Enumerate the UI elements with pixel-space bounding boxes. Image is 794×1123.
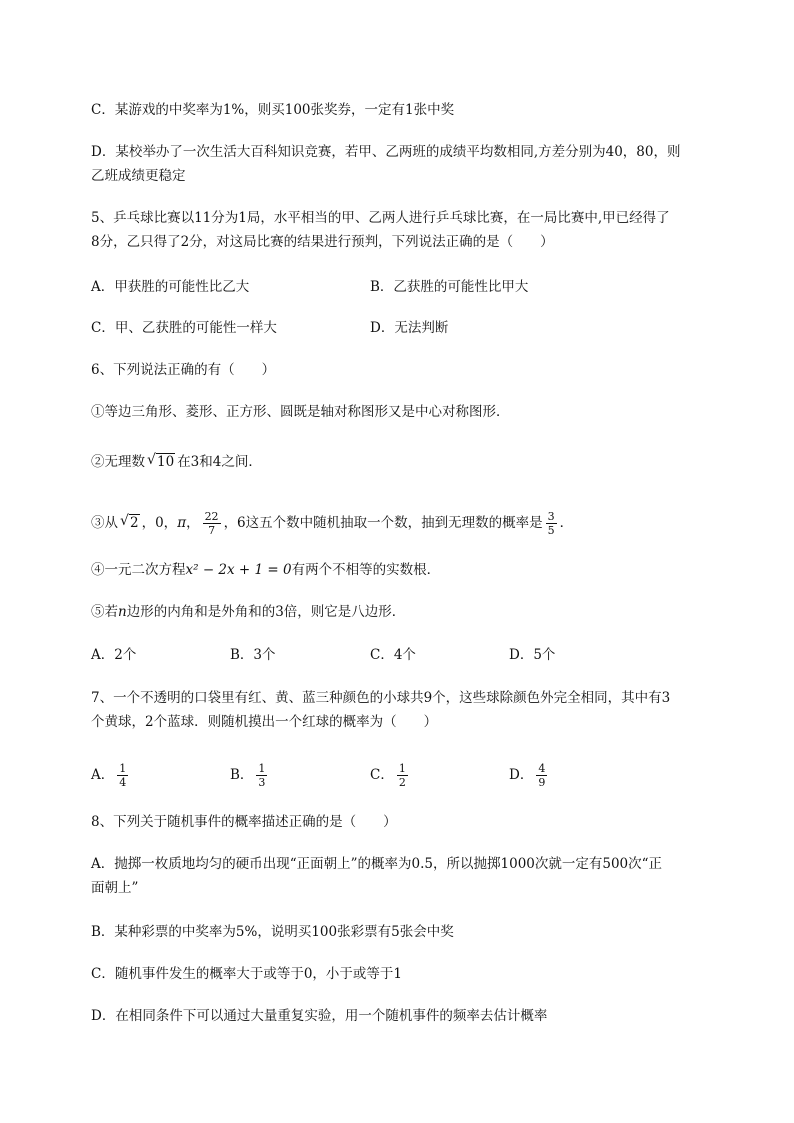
denominator: 2 bbox=[398, 776, 406, 789]
sqrt-2 bbox=[120, 513, 140, 533]
q6-option-b: B．3个 bbox=[230, 647, 276, 663]
q8-option-c: C．随机事件发生的概率大于或等于0，小于或等于1 bbox=[91, 966, 403, 982]
q6-s3-mid2: ， bbox=[186, 515, 200, 531]
q8-stem: 8、下列关于随机事件的概率描述正确的是（ ） bbox=[91, 814, 397, 830]
q8-option-a-line1: A．抛掷一枚质地均匀的硬币出现“正面朝上”的概率为0.5，所以抛掷1000次就一定有500次“正 bbox=[91, 856, 663, 872]
q6-s4-prefix: ④一元二次方程 bbox=[91, 562, 186, 578]
q8-option-a-line2: 面朝上” bbox=[91, 880, 139, 896]
denominator: 3 bbox=[258, 776, 266, 789]
q4-option-c: C．某游戏的中奖率为1%，则买100张奖券，一定有1张中奖 bbox=[91, 102, 455, 118]
radical-sign: √ bbox=[120, 513, 129, 529]
q6-s2-prefix: ②无理数 bbox=[91, 454, 145, 470]
q4-option-d-line1: D．某校举办了一次生活大百科知识竞赛，若甲、乙两班的成绩平均数相同,方差分别为40，80，则 bbox=[91, 144, 681, 160]
denominator: 9 bbox=[538, 776, 546, 789]
q6-statement-1: ①等边三角形、菱形、正方形、圆既是轴对称图形又是中心对称图形． bbox=[91, 404, 510, 420]
q5-stem-line1: 5、乒乓球比赛以11分为1局，水平相当的甲、乙两人进行乒乓球比赛，在一局比赛中,甲已经得了 bbox=[91, 210, 670, 226]
fraction-1-2 bbox=[397, 762, 408, 789]
q6-option-c: C．4个 bbox=[370, 647, 416, 663]
fraction-1-3 bbox=[256, 762, 267, 789]
q6-option-d: D．5个 bbox=[509, 647, 556, 663]
numerator: 1 bbox=[398, 762, 406, 775]
q6-s4-suffix: 有两个不相等的实数根． bbox=[291, 562, 441, 578]
radicand: 10 bbox=[157, 454, 175, 470]
q6-statement-5 bbox=[91, 602, 731, 622]
radical-sign: √ bbox=[147, 452, 156, 468]
fraction-22-7 bbox=[203, 510, 221, 537]
q5-option-d: D．无法判断 bbox=[370, 320, 449, 336]
option-label: B． bbox=[230, 767, 254, 783]
q7-stem-line2: 个黄球，2个蓝球．则随机摸出一个红球的概率为（ ） bbox=[91, 714, 438, 730]
q6-s3-mid1: ，0， bbox=[141, 515, 178, 531]
numerator: 1 bbox=[258, 762, 266, 775]
fraction-1-4 bbox=[117, 762, 128, 789]
fraction-3-5 bbox=[546, 510, 557, 537]
q6-statement-3 bbox=[91, 510, 731, 537]
q5-stem-line2: 8分，乙只得了2分，对这局比赛的结果进行预判，下列说法正确的是（ ） bbox=[91, 234, 554, 250]
numerator: 22 bbox=[204, 510, 219, 523]
q6-s5-prefix: ⑤若 bbox=[91, 604, 118, 620]
radicand: 2 bbox=[130, 515, 139, 531]
q6-s3-mid3: ，6这五个数中随机抽取一个数，抽到无理数的概率是 bbox=[223, 515, 543, 531]
q5-option-c: C．甲、乙获胜的可能性一样大 bbox=[91, 320, 277, 336]
quadratic-equation: x² − 2x + 1 = 0 bbox=[185, 562, 292, 578]
q6-s3-prefix: ③从 bbox=[91, 515, 118, 531]
sqrt-10 bbox=[147, 452, 175, 472]
q6-s5-suffix: 边形的内角和是外角和的3倍，则它是八边形． bbox=[126, 604, 406, 620]
numerator: 3 bbox=[547, 510, 555, 523]
pi-symbol: π bbox=[177, 515, 187, 531]
q6-statement-4 bbox=[91, 560, 731, 580]
q4-option-d-line2: 乙班成绩更稳定 bbox=[91, 168, 186, 184]
q5-option-b: B．乙获胜的可能性比甲大 bbox=[370, 279, 529, 295]
q6-statement-2 bbox=[91, 452, 731, 472]
fraction-4-9 bbox=[536, 762, 547, 789]
q7-option-b bbox=[230, 762, 270, 789]
option-label: A． bbox=[91, 767, 115, 783]
denominator: 7 bbox=[208, 524, 216, 537]
q6-s2-suffix: 在3和4之间． bbox=[177, 454, 262, 470]
denominator: 5 bbox=[547, 524, 555, 537]
q7-option-a bbox=[91, 762, 131, 789]
numerator: 1 bbox=[119, 762, 127, 775]
numerator: 4 bbox=[538, 762, 546, 775]
variable-n: n bbox=[118, 604, 127, 620]
denominator: 4 bbox=[119, 776, 127, 789]
q8-option-d: D．在相同条件下可以通过大量重复实验，用一个随机事件的频率去估计概率 bbox=[91, 1008, 548, 1024]
q7-stem-line1: 7、一个不透明的口袋里有红、黄、蓝三种颜色的小球共9个，这些球除颜色外完全相同，其中有3 bbox=[91, 690, 671, 706]
q6-option-a: A．2个 bbox=[91, 647, 137, 663]
option-label: D． bbox=[509, 767, 534, 783]
q7-option-c bbox=[370, 762, 411, 789]
q6-stem: 6、下列说法正确的有（ ） bbox=[91, 362, 276, 378]
q5-option-a: A．甲获胜的可能性比乙大 bbox=[91, 279, 250, 295]
option-label: C． bbox=[370, 767, 394, 783]
q8-option-b: B．某种彩票的中奖率为5%，说明买100张彩票有5张会中奖 bbox=[91, 924, 454, 940]
q6-s3-end: ． bbox=[559, 515, 574, 531]
q7-option-d bbox=[509, 762, 550, 789]
